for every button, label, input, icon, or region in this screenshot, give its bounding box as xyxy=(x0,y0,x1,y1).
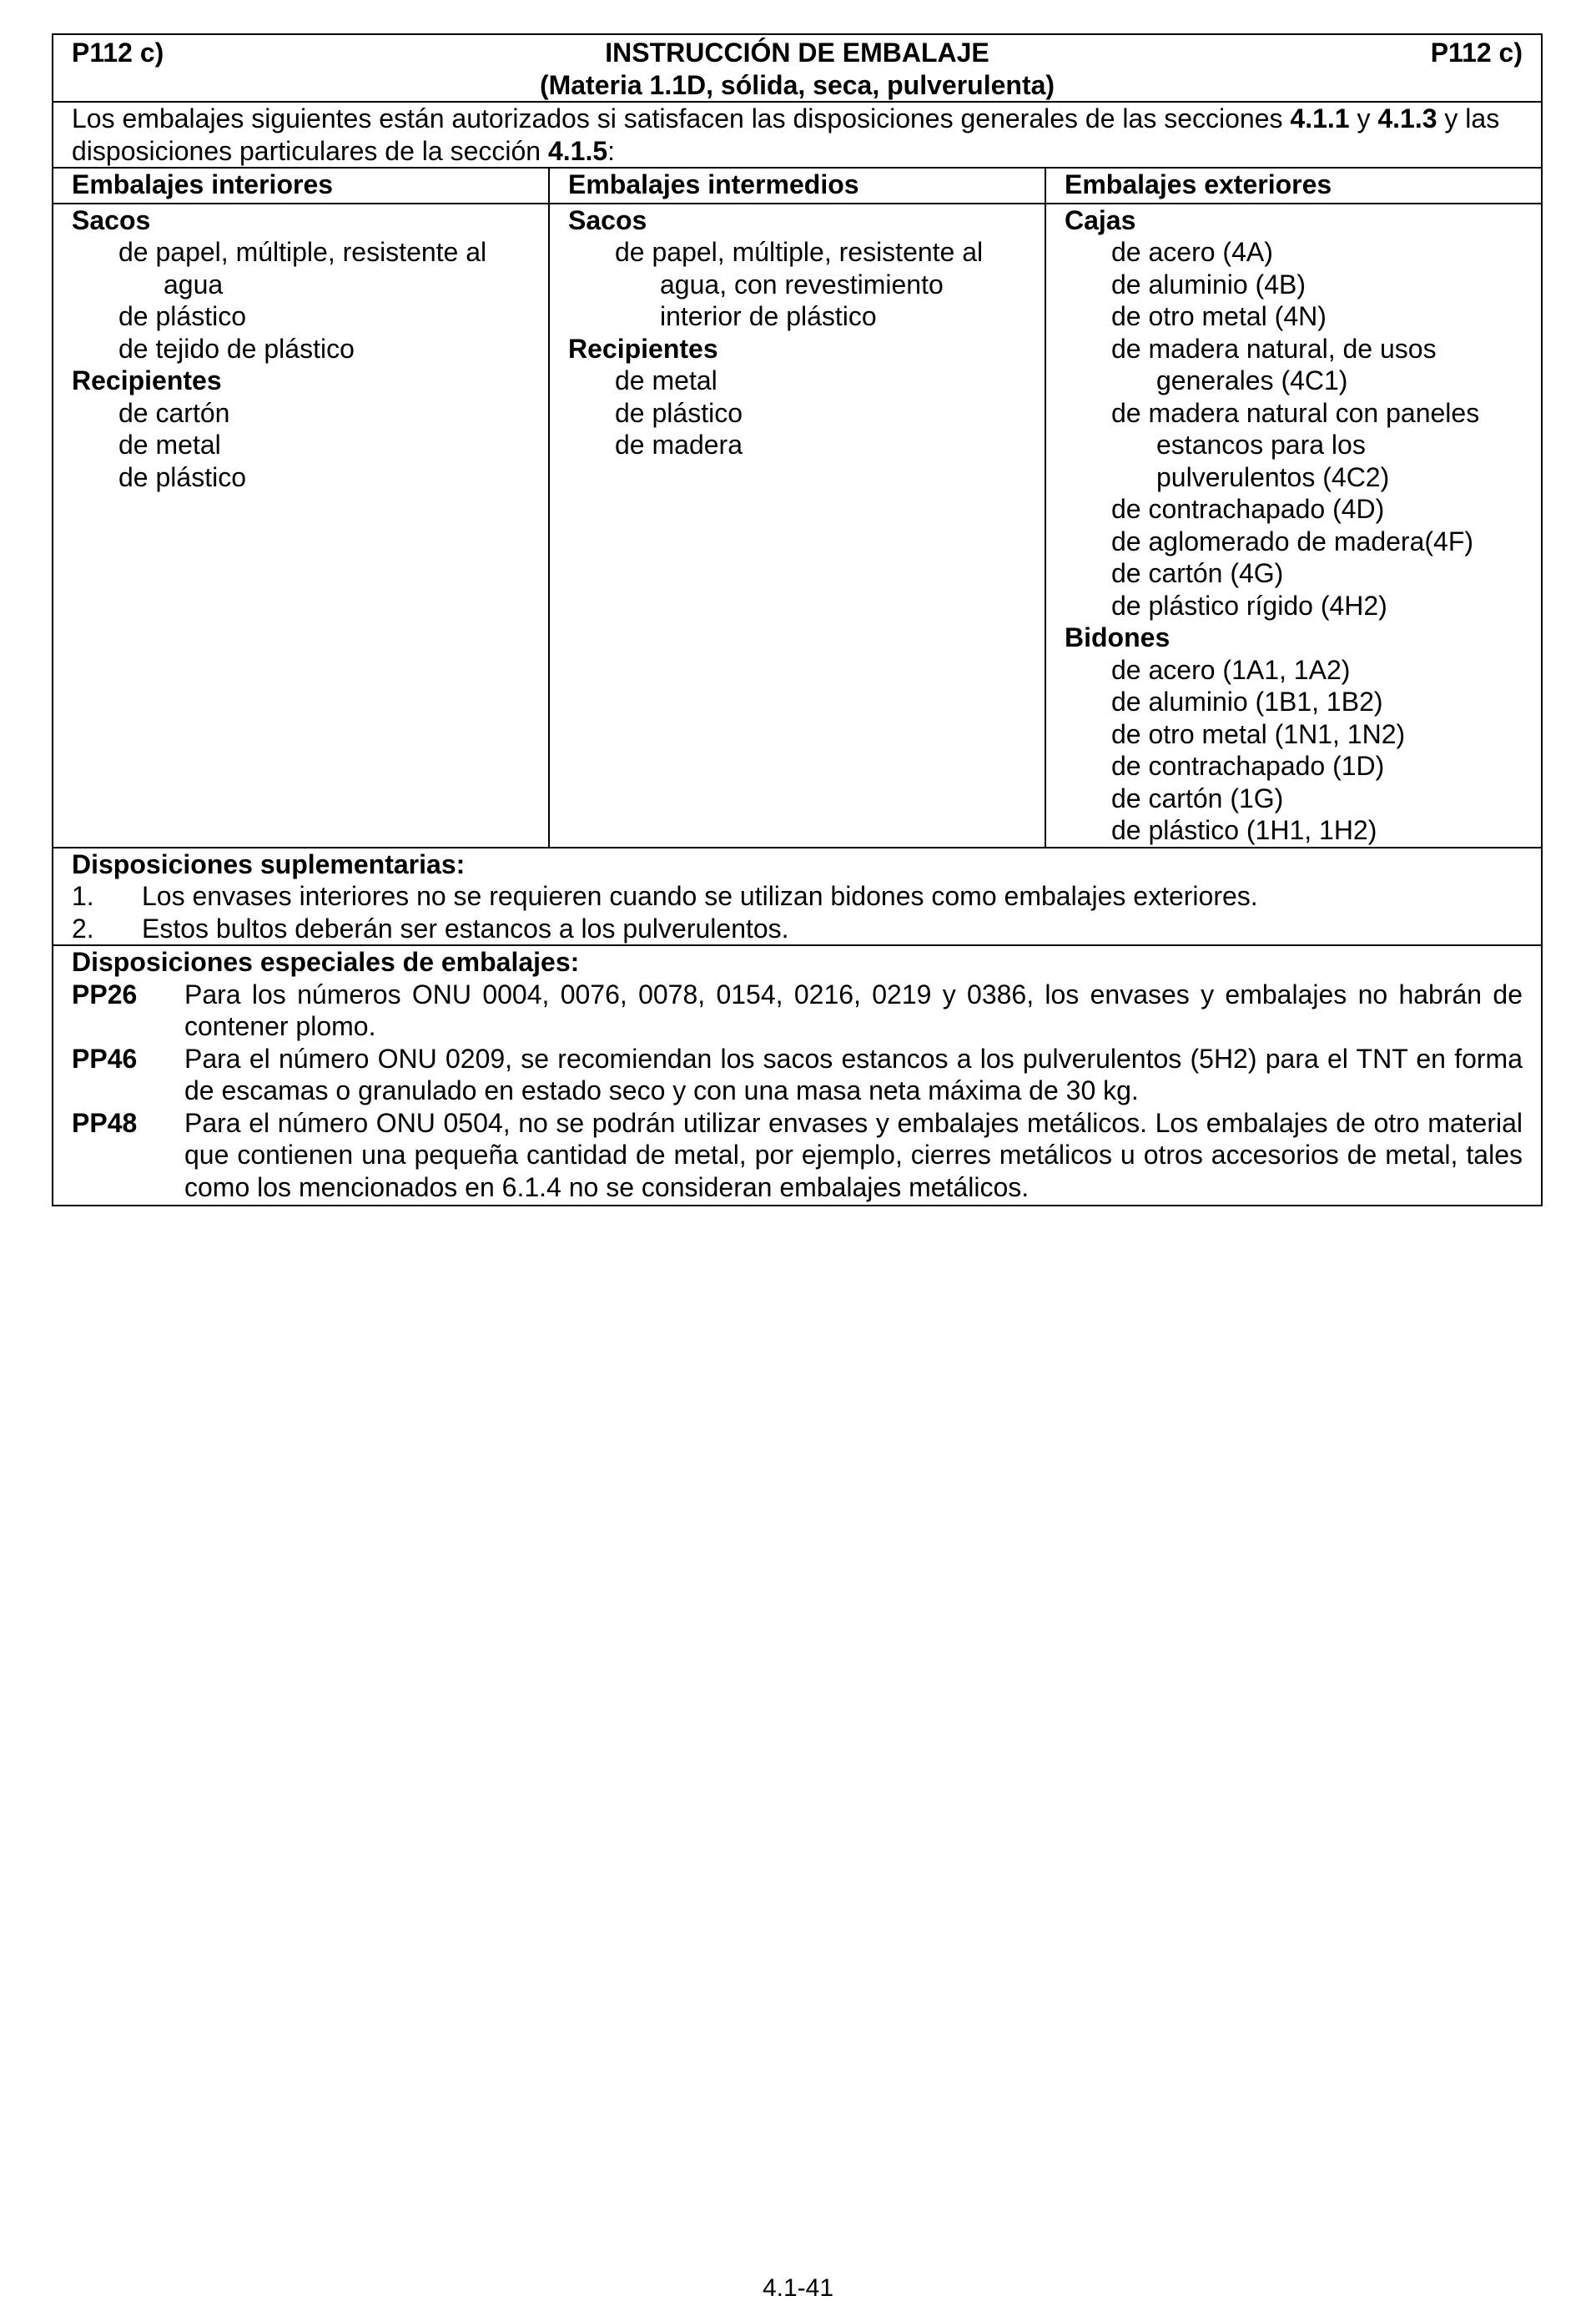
inner-packagings xyxy=(53,204,550,847)
intro-text: y xyxy=(1349,103,1378,133)
list-item: de otro metal (4N) xyxy=(1111,301,1327,331)
list-item: de metal xyxy=(118,430,221,460)
header-intermediate: Embalajes intermedios xyxy=(550,169,1046,203)
section-ref: 4.1.1 xyxy=(1290,103,1350,133)
column-bodies xyxy=(53,204,1541,848)
list-item: de madera natural, de usos generales (4C1) xyxy=(1111,333,1437,395)
list-item: de acero (1A1, 1A2) xyxy=(1111,654,1351,685)
intro-text: Los embalajes siguientes están autorizados si satisfacen las disposiciones generales de las secciones xyxy=(72,103,1291,133)
list-item: de contrachapado (1D) xyxy=(1111,751,1385,781)
list-item: de plástico (1H1, 1H2) xyxy=(1111,815,1377,845)
list-item: de plástico xyxy=(118,461,246,492)
list-item: de papel, múltiple, resistente al agua xyxy=(118,237,487,300)
list-item: de otro metal (1N1, 1N2) xyxy=(1111,718,1406,749)
list-item: de cartón (4G) xyxy=(1111,558,1284,588)
group-title: Sacos xyxy=(72,204,151,235)
section-ref: 4.1.3 xyxy=(1377,103,1437,133)
list-item: de madera natural con paneles estancos para los pulverulentos (4C2) xyxy=(1111,397,1480,492)
title-row xyxy=(53,35,1541,103)
list-item: de plástico xyxy=(118,301,246,331)
list-item: de contrachapado (4D) xyxy=(1111,494,1385,524)
list-item: de tejido de plástico xyxy=(118,333,355,364)
group-title: Bidones xyxy=(1065,622,1171,652)
provision-pp26: PP26 Para los números ONU 0004, 0076, 0078, 0154, 0216, 0219 y 0386, los envases y embalajes no habrán de contener plomo. xyxy=(72,979,1523,1041)
list-item: de plástico xyxy=(615,397,743,428)
column-headers xyxy=(53,169,1541,204)
intro-paragraph xyxy=(53,103,1541,169)
page-number: 4.1-41 xyxy=(762,2274,834,2302)
list-item: de aglomerado de madera(4F) xyxy=(1111,526,1474,556)
list-item: de metal xyxy=(615,365,717,395)
intermediate-packagings xyxy=(550,204,1046,847)
list-item: de papel, múltiple, resistente al agua, con revestimiento interior de plástico xyxy=(615,237,984,331)
group-title: Recipientes xyxy=(72,365,222,395)
list-item: de madera xyxy=(615,430,743,460)
provision-pp48: PP48 Para el número ONU 0504, no se podrán utilizar envases y embalajes metálicos. Los embalajes de otro material que contienen una pequeña cantidad de metal, por ejemplo, cierres metálicos u otros accesorios de metal, tales como los mencionados en 6.1.4 no se consideran embalajes metálicos. xyxy=(72,1107,1523,1202)
list-item: 2. Estos bultos deberán ser estancos a los pulverulentos. xyxy=(72,913,789,944)
packing-instruction-table xyxy=(52,33,1543,1206)
list-item: de plástico rígido (4H2) xyxy=(1111,590,1387,621)
group-title: Sacos xyxy=(568,204,647,235)
outer-packagings xyxy=(1046,204,1541,847)
header-outer: Embalajes exteriores xyxy=(1065,169,1332,199)
instruction-subtitle: (Materia 1.1D, sólida, seca, pulverulenta) xyxy=(539,69,1055,100)
supplementary-heading: Disposiciones suplementarias: xyxy=(72,848,466,879)
list-item: de acero (4A) xyxy=(1111,237,1273,267)
code-left: P112 c) xyxy=(72,38,164,68)
section-ref: 4.1.5 xyxy=(547,135,608,166)
special-heading: Disposiciones especiales de embalajes: xyxy=(72,947,580,977)
special-packing-provisions xyxy=(53,946,1541,1205)
intro-text: : xyxy=(607,135,616,166)
instruction-title: INSTRUCCIÓN DE EMBALAJE xyxy=(605,38,989,68)
provision-pp46: PP46 Para el número ONU 0209, se recomiendan los sacos estancos a los pulverulentos (5H2) para el TNT en forma de escamas o granulado en estado seco y con una masa neta máxima de 30 kg. xyxy=(72,1043,1523,1105)
list-item: de cartón (1G) xyxy=(1111,783,1284,813)
list-item: 1. Los envases interiores no se requieren cuando se utilizan bidones como embalajes exteriores. xyxy=(72,881,1258,911)
code-right: P112 c) xyxy=(1430,38,1523,68)
supplementary-provisions xyxy=(53,848,1541,947)
group-title: Cajas xyxy=(1065,204,1136,235)
header-inner: Embalajes interiores xyxy=(53,169,550,203)
list-item: de cartón xyxy=(118,397,230,428)
group-title: Recipientes xyxy=(568,333,718,364)
intro-text: y las disposiciones particulares de la sección xyxy=(72,103,1500,166)
list-item: de aluminio (4B) xyxy=(1111,269,1306,300)
list-item: de aluminio (1B1, 1B2) xyxy=(1111,687,1383,717)
